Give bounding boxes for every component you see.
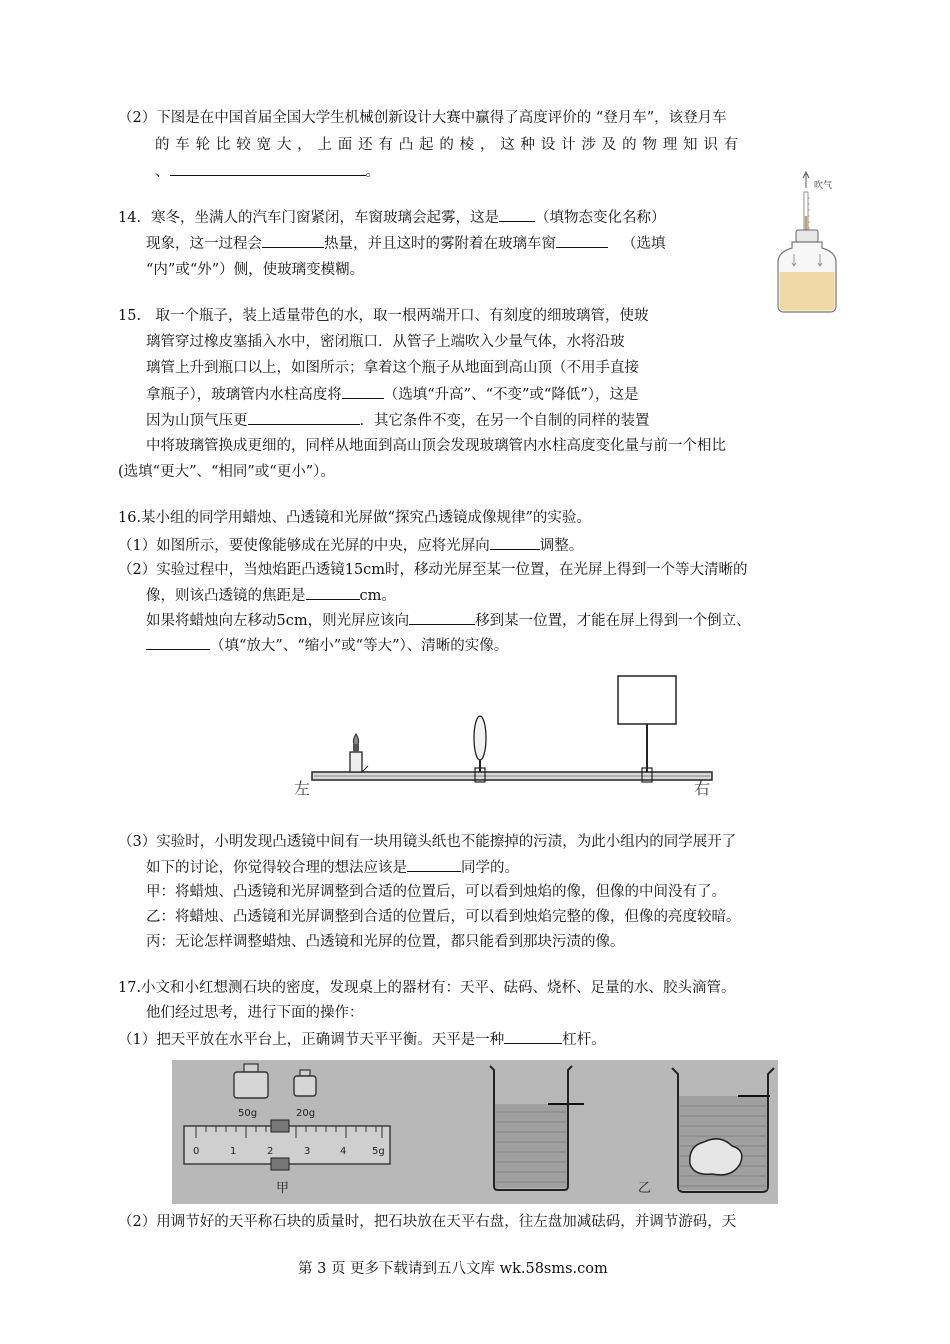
left-label: 左 bbox=[294, 779, 311, 796]
light-screen bbox=[618, 676, 676, 782]
q16-line7: （3）实验时，小明发现凸透镜中间有一块用镜头纸也不能擦掉的污渍，为此小组内的同学展开了 bbox=[118, 834, 737, 850]
weight-20g-label: 20g bbox=[296, 1108, 316, 1119]
q15-line5-a: 因为山顶气压更 bbox=[146, 413, 248, 429]
blow-label: 吹气 bbox=[814, 181, 833, 191]
q16-line5-a: 如果将蜡烛向左移动5cm，则光屏应该向 bbox=[146, 613, 410, 629]
label-yi: 乙 bbox=[638, 1181, 652, 1196]
q16-line8-b: 同学的。 bbox=[461, 860, 519, 876]
q15-line1: 15. 取一个瓶子，装上适量带色的水，取一根两端开口、有刻度的细玻璃管，使玻 bbox=[118, 308, 649, 324]
q13-part2-line3-pre: 、 bbox=[155, 164, 170, 180]
q16-option-bing: 丙：无论怎样调整蜡烛、凸透镜和光屏的位置，都只能看到那块污渍的像。 bbox=[146, 934, 625, 950]
answer-blank[interactable] bbox=[504, 1029, 562, 1044]
q14-line2-b: 热量，并且这时的雾附着在玻璃车窗 bbox=[324, 236, 556, 252]
label-jia: 甲 bbox=[276, 1181, 290, 1196]
stopper bbox=[796, 230, 818, 242]
q17-line2: 他们经过思考，进行下面的操作： bbox=[146, 1005, 364, 1021]
q16-line8 bbox=[146, 857, 519, 878]
q15-line6: 中将玻璃管换成更细的，同样从地面到高山顶会发现玻璃管内水柱高度变化量与前一个相比 bbox=[146, 438, 726, 454]
candle bbox=[350, 734, 368, 772]
answer-blank[interactable] bbox=[248, 410, 360, 425]
q17-line3-a: （1）把天平放在水平台上，正确调节天平平衡。天平是一种 bbox=[118, 1032, 505, 1048]
q14-line2-a: 现象，这一过程会 bbox=[146, 236, 262, 252]
answer-blank[interactable] bbox=[407, 857, 461, 872]
q14-line3: “内”或“外”）侧，使玻璃变模糊。 bbox=[146, 262, 365, 278]
page-footer: 第 3 页 更多下载请到五八文库 wk.58sms.com bbox=[298, 1261, 608, 1277]
q15-line4-a: 拿瓶子），玻璃管内水柱高度将 bbox=[146, 387, 342, 403]
bottle-figure bbox=[772, 166, 854, 314]
q16-line8-a: 如下的讨论，你觉得较合理的想法应该是 bbox=[146, 860, 407, 876]
q15-line5 bbox=[146, 410, 650, 431]
q14-line1-b: （填物态变化名称） bbox=[534, 210, 666, 226]
q16-option-yi: 乙：将蜡烛、凸透镜和光屏调整到合适的位置后，可以看到烛焰完整的像，但像的亮度较暗。 bbox=[146, 909, 741, 925]
scale-tick-1: 1 bbox=[230, 1146, 237, 1157]
right-label: 右 bbox=[694, 779, 711, 796]
answer-blank[interactable] bbox=[490, 535, 540, 550]
q16-line2-b: 调整。 bbox=[539, 538, 584, 554]
q17-line1: 17.小文和小红想测石块的密度，发现桌上的器材有：天平、砝码、烧杯、足量的水、胶头滴管。 bbox=[118, 980, 736, 996]
optical-bench-figure bbox=[292, 672, 716, 796]
q16-line5 bbox=[146, 610, 751, 631]
rider-bottom bbox=[271, 1158, 289, 1170]
scale-tick-5: 5g bbox=[372, 1146, 385, 1157]
scale-tick-3: 3 bbox=[304, 1146, 311, 1157]
q16-line2 bbox=[118, 535, 583, 556]
q15-line7: (选填“更大”、“相同”或“更小”）。 bbox=[118, 464, 335, 480]
q15-line4-b: （选填“升高”、“不变”或“降低”），这是 bbox=[383, 387, 639, 403]
q14-line1-a: 14．寒冬，坐满人的汽车门窗紧闭，车窗玻璃会起雾，这是 bbox=[118, 210, 499, 226]
q16-line4-a: 像，则该凸透镜的焦距是 bbox=[146, 588, 306, 604]
q14-line2-c: （选填 bbox=[622, 236, 666, 252]
balance-beaker-figure bbox=[172, 1060, 778, 1204]
q16-line3: （2）实验过程中，当烛焰距凸透镜15cm时，移动光屏至某一位置，在光屏上得到一个等大清晰的 bbox=[118, 562, 748, 578]
answer-blank[interactable] bbox=[306, 585, 360, 600]
answer-blank[interactable] bbox=[262, 233, 324, 248]
q15-line5-b: ．其它条件不变，在另一个自制的同样的装置 bbox=[359, 413, 650, 429]
weight-20g bbox=[294, 1070, 316, 1119]
q17-line4: （2）用调节好的天平称石块的质量时，把石块放在天平右盘，往左盘加减砝码，并调节游码，天 bbox=[118, 1214, 737, 1230]
scale-tick-4: 4 bbox=[340, 1146, 347, 1157]
q16-line4 bbox=[146, 585, 396, 606]
q15-line4 bbox=[146, 384, 638, 405]
q16-line4-b: cm。 bbox=[359, 588, 396, 604]
answer-blank[interactable] bbox=[409, 610, 475, 625]
q16-line6 bbox=[146, 635, 508, 656]
scale-tick-0: 0 bbox=[193, 1146, 200, 1157]
q16-line1: 16.某小组的同学用蜡烛、凸透镜和光屏做“探究凸透镜成像规律”的实验。 bbox=[118, 510, 591, 526]
answer-blank[interactable] bbox=[556, 233, 608, 248]
q13-part2-line3 bbox=[155, 161, 380, 182]
q14-line2 bbox=[146, 233, 666, 254]
q16-line5-b: 移到某一位置，才能在屏上得到一个倒立、 bbox=[475, 613, 751, 629]
q17-line3-b: 杠杆。 bbox=[562, 1032, 606, 1048]
q16-line2-a: （1）如图所示，要使像能够成在光屏的中央，应将光屏向 bbox=[118, 538, 490, 554]
answer-blank[interactable] bbox=[499, 207, 535, 222]
answer-blank[interactable] bbox=[146, 635, 210, 650]
weight-50g-label: 50g bbox=[238, 1108, 258, 1119]
q13-part2-line1: （2）下图是在中国首届全国大学生机械创新设计大赛中赢得了高度评价的 “登月车”，该登月车 bbox=[118, 110, 727, 126]
q16-option-jia: 甲：将蜡烛、凸透镜和光屏调整到合适的位置后，可以看到烛焰的像，但像的中间没有了。 bbox=[146, 884, 726, 900]
answer-blank[interactable] bbox=[342, 384, 384, 399]
answer-blank[interactable] bbox=[170, 161, 366, 176]
q14-line1 bbox=[118, 207, 665, 228]
q15-line2: 璃管穿过橡皮塞插入水中，密闭瓶口．从管子上端吹入少量气体，水将沿玻 bbox=[146, 334, 625, 350]
q15-line3: 璃管上升到瓶口以上，如图所示；拿着这个瓶子从地面到高山顶（不用手直接 bbox=[146, 360, 639, 376]
q16-line6-text: （填“放大”、“缩小”或“等大”）、清晰的实像。 bbox=[210, 638, 509, 654]
rider-top bbox=[271, 1120, 289, 1132]
bottle-water bbox=[780, 272, 835, 311]
scale-tick-2: 2 bbox=[267, 1146, 274, 1157]
q13-part2-line3-post: 。 bbox=[365, 164, 380, 180]
q17-line3 bbox=[118, 1029, 606, 1050]
q13-part2-line2: 的 车 轮 比 较 宽 大 ， 上 面 还 有 凸 起 的 棱 ， 这 种 设 计 涉 及 的 物 理 知 识 有 bbox=[155, 137, 739, 153]
